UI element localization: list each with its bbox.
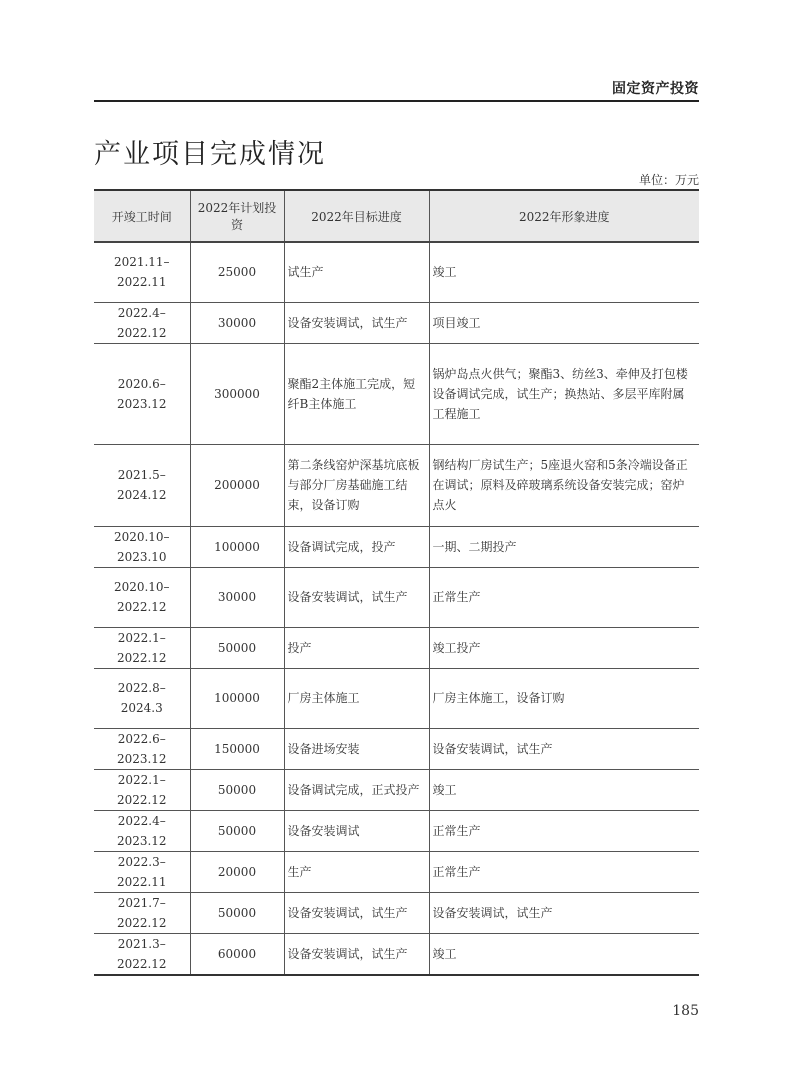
cell-period: 2022.4–2022.12 [94,302,190,343]
table-row [94,627,699,668]
page-title: 产业项目完成情况 [94,139,326,170]
table-row [94,933,699,975]
cell-period: 2022.6–2023.12 [94,728,190,769]
cell-progress: 正常生产 [429,567,699,627]
cell-period: 2020.10–2023.10 [94,526,190,567]
cell-progress: 竣工 [429,769,699,810]
cell-target: 投产 [284,627,429,668]
cell-period: 2022.1–2022.12 [94,769,190,810]
cell-progress: 设备安装调试，试生产 [429,892,699,933]
table-row [94,302,699,343]
cell-target: 聚酯2主体施工完成，短纤B主体施工 [284,343,429,444]
table-row [94,343,699,444]
cell-period: 2021.11–2022.11 [94,242,190,302]
cell-target: 第二条线窑炉深基坑底板与部分厂房基础施工结束，设备订购 [284,444,429,526]
cell-progress: 正常生产 [429,851,699,892]
cell-target: 厂房主体施工 [284,668,429,728]
table-row [94,810,699,851]
cell-investment: 60000 [190,933,284,975]
cell-target: 设备安装调试，试生产 [284,302,429,343]
cell-investment: 50000 [190,892,284,933]
section-label: 固定资产投资 [612,81,699,97]
cell-period: 2022.3–2022.11 [94,851,190,892]
table-header-row [94,190,699,242]
cell-target: 设备安装调试，试生产 [284,892,429,933]
cell-target: 设备调试完成，正式投产 [284,769,429,810]
cell-progress: 钢结构厂房试生产；5座退火窑和5条冷端设备正在调试；原料及碎玻璃系统设备安装完成；窑炉点火 [429,444,699,526]
cell-investment: 50000 [190,769,284,810]
table-row [94,567,699,627]
table-row [94,769,699,810]
column-header-period: 开竣工时间 [94,190,190,242]
page-number: 185 [672,1003,699,1019]
column-header-progress: 2022年形象进度 [429,190,699,242]
table-row [94,242,699,302]
cell-progress: 正常生产 [429,810,699,851]
column-header-target: 2022年目标进度 [284,190,429,242]
projects-table [94,189,699,976]
cell-progress: 项目竣工 [429,302,699,343]
cell-progress: 竣工 [429,933,699,975]
cell-period: 2020.10–2022.12 [94,567,190,627]
cell-target: 设备安装调试 [284,810,429,851]
cell-period: 2022.4–2023.12 [94,810,190,851]
cell-progress: 锅炉岛点火供气；聚酯3、纺丝3、牵伸及打包楼设备调试完成，试生产；换热站、多层平库附属工程施工 [429,343,699,444]
table-row [94,444,699,526]
table-row [94,892,699,933]
cell-progress: 竣工投产 [429,627,699,668]
column-header-investment: 2022年计划投资 [190,190,284,242]
cell-target: 试生产 [284,242,429,302]
cell-progress: 设备安装调试，试生产 [429,728,699,769]
cell-period: 2021.7–2022.12 [94,892,190,933]
cell-progress: 竣工 [429,242,699,302]
cell-target: 生产 [284,851,429,892]
cell-target: 设备调试完成，投产 [284,526,429,567]
cell-investment: 25000 [190,242,284,302]
unit-label: 单位：万元 [638,173,699,187]
cell-progress: 一期、二期投产 [429,526,699,567]
cell-investment: 150000 [190,728,284,769]
cell-period: 2022.1–2022.12 [94,627,190,668]
cell-target: 设备安装调试，试生产 [284,567,429,627]
cell-investment: 50000 [190,810,284,851]
cell-investment: 100000 [190,668,284,728]
cell-investment: 30000 [190,302,284,343]
cell-investment: 20000 [190,851,284,892]
cell-investment: 200000 [190,444,284,526]
table-row [94,851,699,892]
table-row [94,668,699,728]
cell-investment: 50000 [190,627,284,668]
cell-investment: 100000 [190,526,284,567]
table-row [94,728,699,769]
cell-target: 设备安装调试，试生产 [284,933,429,975]
cell-period: 2022.8–2024.3 [94,668,190,728]
cell-investment: 30000 [190,567,284,627]
cell-investment: 300000 [190,343,284,444]
cell-progress: 厂房主体施工，设备订购 [429,668,699,728]
table-row [94,526,699,567]
cell-period: 2021.3–2022.12 [94,933,190,975]
header-rule [94,100,699,102]
cell-period: 2021.5–2024.12 [94,444,190,526]
cell-target: 设备进场安装 [284,728,429,769]
cell-period: 2020.6–2023.12 [94,343,190,444]
